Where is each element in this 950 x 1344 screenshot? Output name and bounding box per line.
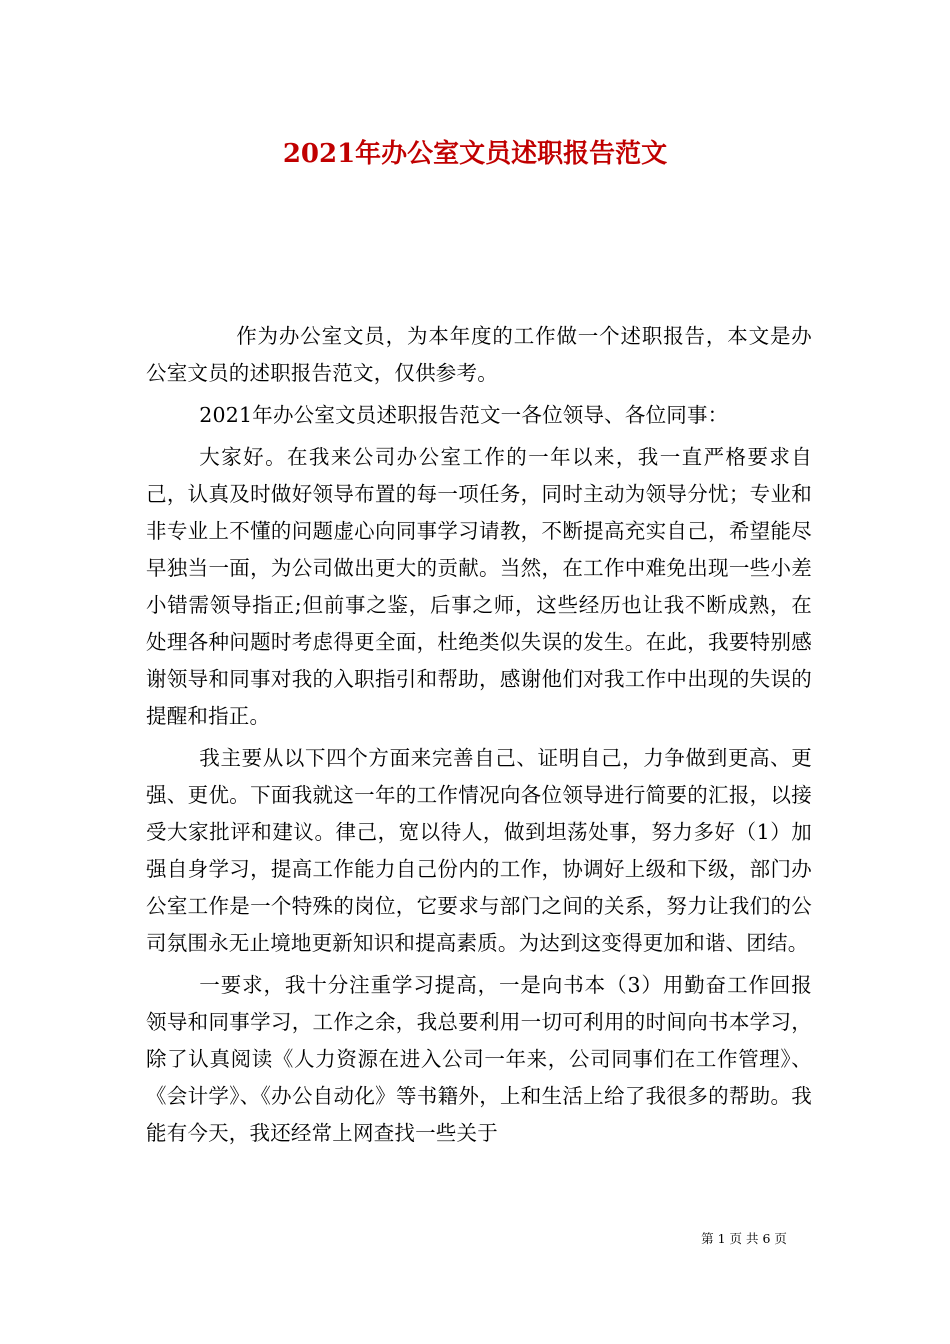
paragraph-improvement: 我主要从以下四个方面来完善自己、证明自己，力争做到更高、更强、更优。下面我就这一年的工作情况向各位领导进行简要的汇报，以接受大家批评和建议。律己，宽以待人，做到坦荡处事，努力多好（1）加强自身学习，提高工作能力自己份内的工作，协调好上级和下级，部门办公室工作是一个特殊的岗位，它要求与部门之间的关系，努力让我们的公司氛围永无止境地更新知识和提高素质。为达到这变得更加和谐、团结。 (146, 746, 812, 955)
document-body (146, 318, 812, 1152)
page-number: 第 1 页 共 6 页 (701, 1231, 787, 1246)
paragraph-salutation: 2021年办公室文员述职报告范文一各位领导、各位同事： (199, 403, 729, 427)
paragraph-intro: 作为办公室文员，为本年度的工作做一个述职报告，本文是办公室文员的述职报告范文，仅供参考。 (146, 324, 812, 385)
paragraph-greeting: 大家好。在我来公司办公室工作的一年以来，我一直严格要求自己，认真及时做好领导布置的每一项任务，同时主动为领导分忧；专业和非专业上不懂的问题虚心向同事学习请教，不断提高充实自己，希望能尽早独当一面，为公司做出更大的贡献。当然，在工作中难免出现一些小差小错需领导指正;但前事之鉴，后事之师，这些经历也让我不断成熟，在处理各种问题时考虑得更全面，杜绝类似失误的发生。在此，我要特别感谢领导和同事对我的入职指引和帮助，感谢他们对我工作中出现的失误的提醒和指正。 (146, 445, 812, 728)
page-footer (0, 1229, 950, 1247)
paragraph-study: 一要求，我十分注重学习提高，一是向书本（3）用勤奋工作回报领导和同事学习，工作之余，我总要利用一切可利用的时间向书本学习，除了认真阅读《人力资源在进入公司一年来，公司同事们在工作管理》、《会计学》、《办公自动化》等书籍外，上和生活上给了我很多的帮助。我能有今天，我还经常上网查找一些关于 (146, 973, 812, 1145)
page-title: 2021年办公室文员述职报告范文 (282, 139, 668, 169)
